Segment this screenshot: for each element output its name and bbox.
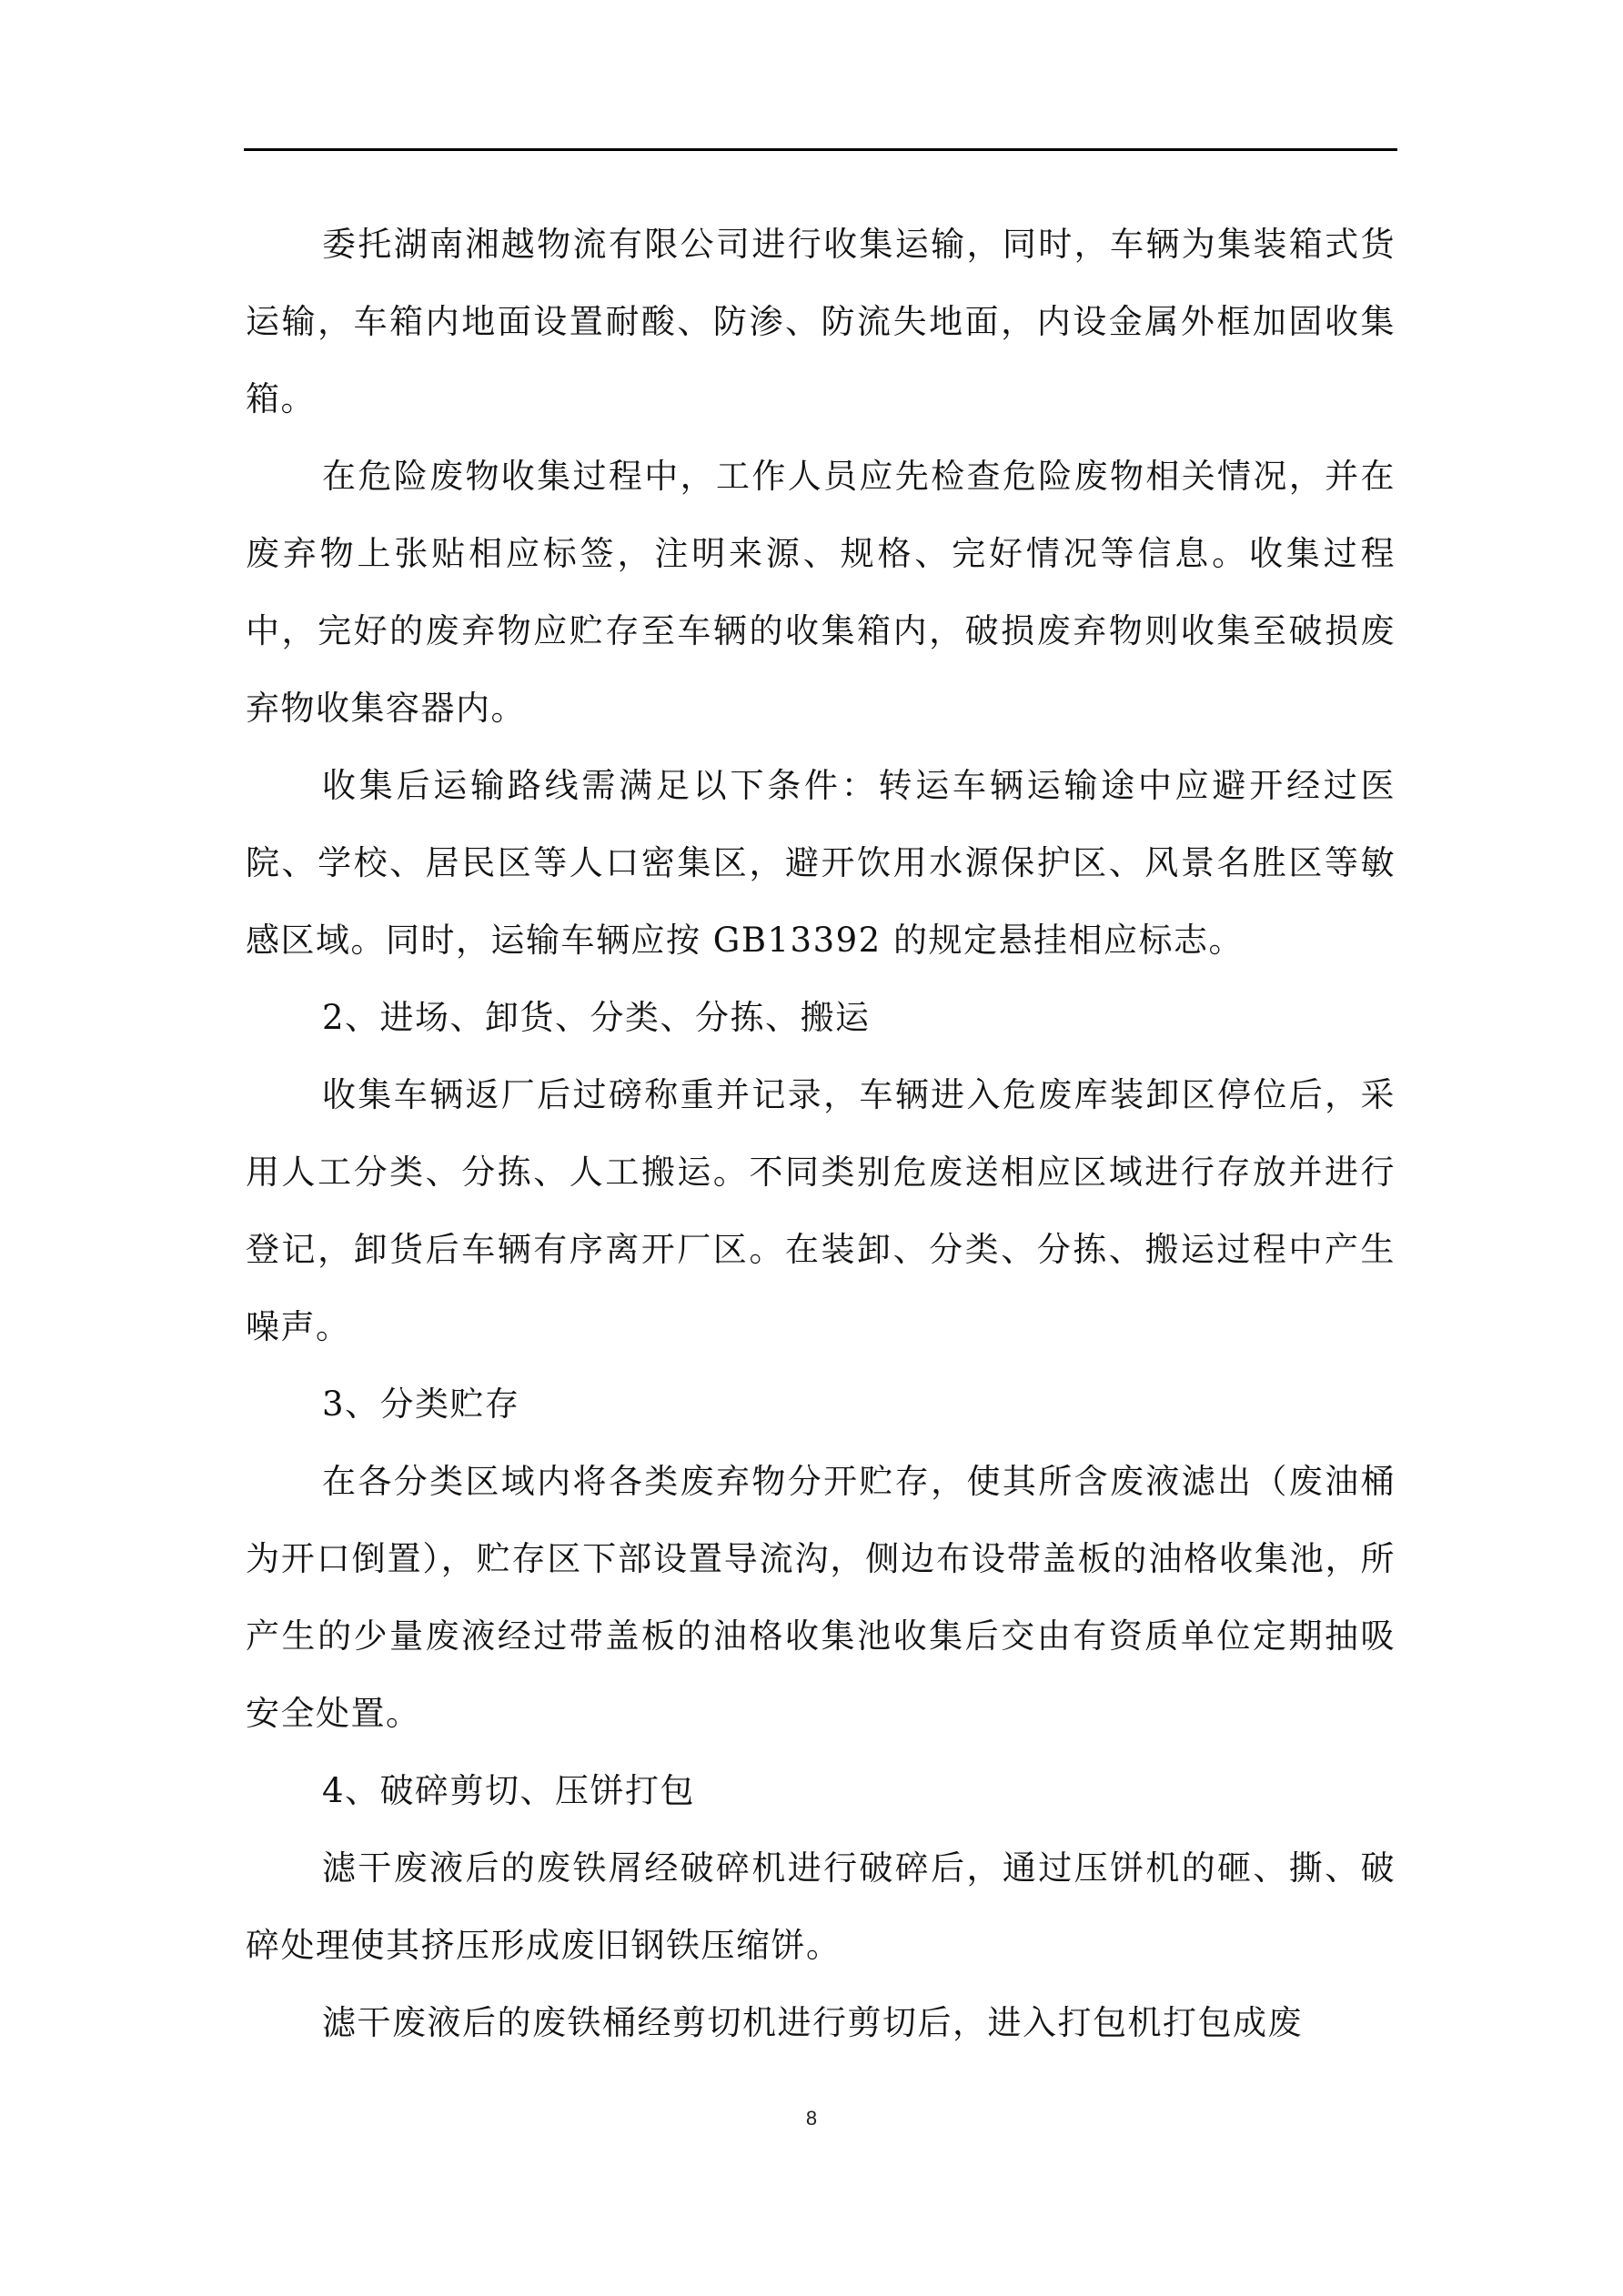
section-heading: 3、分类贮存 [322,1385,520,1424]
paragraph: 滤干废液后的废铁屑经破碎机进行破碎后，通过压饼机的砸、撕、破碎处理使其挤压形成废旧钢铁压缩饼。 [246,1848,1396,1965]
paragraph: 收集车辆返厂后过磅称重并记录，车辆进入危废库装卸区停位后，采用人工分类、分拣、人工搬运。不同类别危废送相应区域进行存放并进行登记，卸货后车辆有序离开厂区。在装卸、分类、分拣、搬运过程中产生噪声。 [246,1075,1396,1346]
paragraph: 在各分类区域内将各类废弃物分开贮存，使其所含废液滤出（废油桶为开口倒置），贮存区下部设置导流沟，侧边布设带盖板的油格收集池，所产生的少量废液经过带盖板的油格收集池收集后交由有资质单位定期抽吸安全处置。 [246,1462,1396,1733]
paragraph: 在危险废物收集过程中，工作人员应先检查危险废物相关情况，并在废弃物上张贴相应标签，注明来源、规格、完好情况等信息。收集过程中，完好的废弃物应贮存至车辆的收集箱内，破损废弃物则收集至破损废弃物收集容器内。 [246,457,1396,728]
section-heading: 2、进场、卸货、分类、分拣、搬运 [322,998,871,1037]
page-number: 8 [805,2107,818,2130]
paragraph: 收集后运输路线需满足以下条件：转运车辆运输途中应避开经过医院、学校、居民区等人口密集区，避开饮用水源保护区、风景名胜区等敏感区域。同时，运输车辆应按 GB13392 的规定悬挂相应标志。 [246,766,1396,960]
document-body [246,206,1396,2061]
section-heading: 4、破碎剪切、压饼打包 [322,1771,696,1810]
header-rule [244,148,1397,151]
paragraph: 委托湖南湘越物流有限公司进行收集运输，同时，车辆为集装箱式货运输，车箱内地面设置耐酸、防渗、防流失地面，内设金属外框加固收集箱。 [246,225,1396,418]
paragraph: 滤干废液后的废铁桶经剪切机进行剪切后，进入打包机打包成废 [322,2003,1303,2042]
